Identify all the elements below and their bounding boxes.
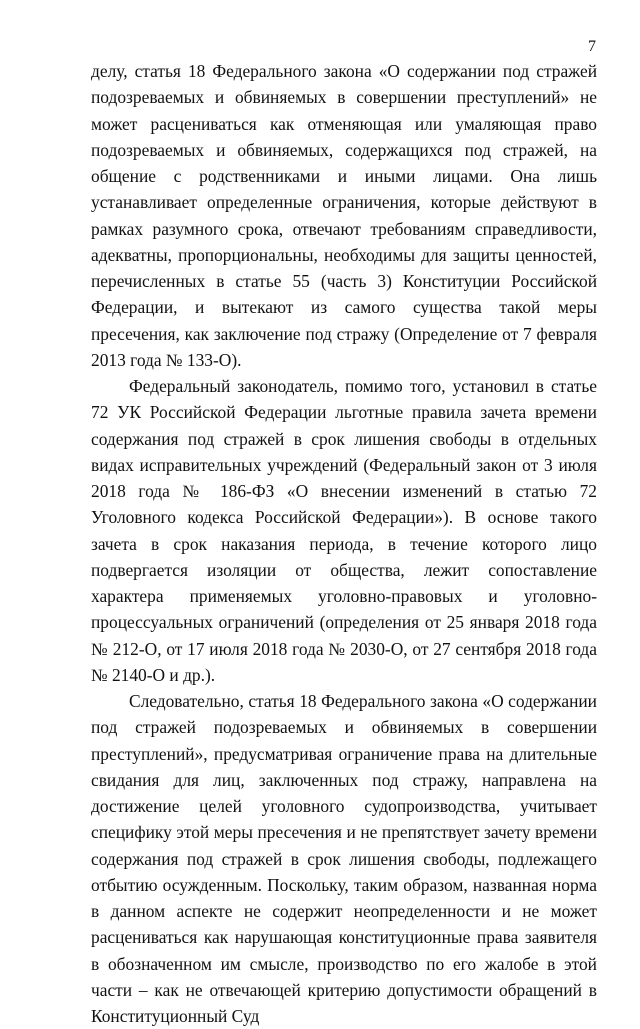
- paragraph-federal-legislator: Федеральный законодатель, помимо того, установил в статье 72 УК Российской Федерации льготные правила зачета времени содержания под стражей в срок лишения свободы в отдельных видах исправительных учреждений (Федеральный закон от 3 июля 2018 года № 186-ФЗ «О внесении изменений в статью 72 Уголовного кодекса Российской Федерации»). В основе такого зачета в срок наказания периода, в течение которого лицо подвергается изоляции от общества, лежит сопоставление характера применяемых уголовно-правовых и уголовно-процессуальных ограничений (определения от 25 января 2018 года № 212-О, от 17 июля 2018 года № 2030-О, от 27 сентября 2018 года № 2140-О и др.).: [91, 376, 597, 685]
- document-body: [91, 58, 597, 1029]
- paragraph-conclusion: Следовательно, статья 18 Федерального закона «О содержании под стражей подозреваемых и обвиняемых в совершении преступлений», предусматривая ограничение права на длительные свидания для лиц, заключенных под стражу, направлена на достижение целей уголовного судопроизводства, учитывает специфику этой меры пресечения и не препятствует зачету времени содержания под стражей в срок лишения свободы, подлежащего отбытию осужденным. Поскольку, таким образом, названная норма в данном аспекте не содержит неопределенности и не может расцениваться как нарушающая конституционные права заявителя в обозначенном им смысле, производство по его жалобе в этой части – как не отвечающей критерию допустимости обращений в Конституционный Суд: [91, 691, 597, 1026]
- paragraph-continuation: делу, статья 18 Федерального закона «О содержании под стражей подозреваемых и обвиняемых в совершении преступлений» не может расцениваться как отменяющая или умаляющая право подозреваемых и обвиняемых, содержащихся под стражей, на общение с родственниками и иными лицами. Она лишь устанавливает определенные ограничения, которые действуют в рамках разумного срока, отвечают требованиям справедливости, адекватны, пропорциональны, необходимы для защиты ценностей, перечисленных в статье 55 (часть 3) Конституции Российской Федерации, и вытекают из самого существа такой меры пресечения, как заключение под стражу (Определение от 7 февраля 2013 года № 133-О).: [91, 61, 597, 370]
- page-number: 7: [588, 38, 596, 55]
